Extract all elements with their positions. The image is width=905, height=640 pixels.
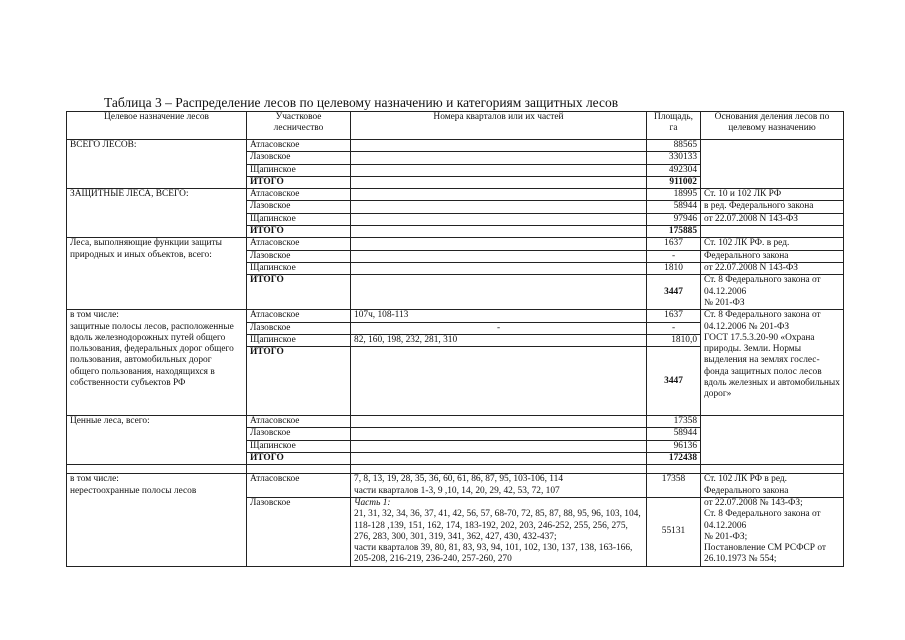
row-label-firebreak: в том числе: нерестоохранные полосы лесов	[67, 474, 247, 566]
header-purpose: Целевое назначение лесов	[67, 112, 247, 140]
quarters-cell	[351, 176, 647, 188]
area-cell: 1637	[647, 310, 701, 322]
forestry-name: Атласовское	[247, 474, 351, 498]
total-label: ИТОГО	[247, 453, 351, 465]
quarters-cell	[351, 497, 647, 566]
quarters-cell	[351, 347, 647, 416]
forestry-name: Атласовское	[247, 310, 351, 322]
forest-distribution-table	[66, 111, 844, 567]
forestry-name: Лазовское	[247, 322, 351, 334]
area-cell: 1810,0	[647, 334, 701, 346]
forestry-name: Щапинское	[247, 262, 351, 274]
area-cell: 17358	[647, 474, 701, 498]
row-label-natural: Леса, выполняющие функции защиты природных и иных объектов, всего:	[67, 238, 247, 310]
basis-cell: от 22.07.2008 № 143-ФЗ; Ст. 8 Федерального закона от 04.12.2006 № 201-ФЗ; Постановление СМ РСФСР от 26.10.1973 № 554;	[701, 497, 844, 566]
area-total: 911002	[647, 176, 701, 188]
area-total: 3447	[647, 347, 701, 416]
basis-cell: от 22.07.2008 N 143-ФЗ	[701, 213, 844, 225]
forestry-name: Атласовское	[247, 189, 351, 201]
area-cell: 88565	[647, 140, 701, 152]
quarters-cell	[351, 440, 647, 452]
quarters-cell	[351, 275, 647, 310]
basis-cell	[701, 226, 844, 238]
basis-cell	[701, 140, 844, 189]
quarters-cell: 107ч, 108-113	[351, 310, 647, 322]
basis-cell: в ред. Федерального закона	[701, 201, 844, 213]
area-cell: -	[647, 322, 701, 334]
total-label: ИТОГО	[247, 176, 351, 188]
header-forestry: Участковое лесничество	[247, 112, 351, 140]
header-quarters: Номера кварталов или их частей	[351, 112, 647, 140]
header-row	[67, 112, 844, 140]
quarters-cell	[351, 428, 647, 440]
area-cell: -	[647, 250, 701, 262]
quarters-list: 21, 31, 32, 34, 36, 37, 41, 42, 56, 57, 68-70, 72, 85, 87, 88, 95, 96, 103, 104, 118-128 ,139, 151, 162, 174, 183-192, 202, 203, 246-252, 255, 256, 275, 276, 283, 300, 301, 319, 341, 362, 427, 430, 432-437; части кварталов 39, 80, 81, 83, 93, 94, 101, 102, 130, 137, 138, 163-166, 205-208, 216-219, 236-240, 257-260, 270	[354, 509, 641, 565]
quarters-cell: 7, 8, 13, 19, 28, 35, 36, 60, 61, 86, 87, 95, 103-106, 114 части кварталов 1-3, 9 ,10, 14, 20, 29, 42, 53, 72, 107	[351, 474, 647, 498]
area-cell: 1810	[647, 262, 701, 274]
row-label-all: ВСЕГО ЛЕСОВ:	[67, 140, 247, 189]
forestry-name: Щапинское	[247, 334, 351, 346]
basis-cell: Ст. 102 ЛК РФ в ред. Федерального закона	[701, 474, 844, 498]
table-row	[67, 416, 844, 428]
total-label: ИТОГО	[247, 347, 351, 416]
forestry-name: Атласовское	[247, 416, 351, 428]
header-area: Площадь, га	[647, 112, 701, 140]
area-cell: 330133	[647, 152, 701, 164]
area-cell: 58944	[647, 201, 701, 213]
quarters-cell	[351, 226, 647, 238]
area-cell: 18995	[647, 189, 701, 201]
quarters-cell	[351, 152, 647, 164]
basis-cell: Ст. 8 Федерального закона от 04.12.2006 № 201-ФЗ ГОСТ 17.5.3.20-90 «Охрана природы. Земли. Нормы выделения на землях гослес-фонда защитных полос лесов вдоль железных и автомобильных дорог»	[701, 310, 844, 416]
forestry-name: Атласовское	[247, 238, 351, 250]
quarters-cell	[351, 453, 647, 465]
forestry-name: Лазовское	[247, 152, 351, 164]
forestry-name: Атласовское	[247, 140, 351, 152]
table-row	[67, 465, 844, 474]
forestry-name: Лазовское	[247, 428, 351, 440]
quarters-cell	[351, 416, 647, 428]
basis-cell: от 22.07.2008 N 143-ФЗ	[701, 262, 844, 274]
quarters-cell	[351, 250, 647, 262]
area-cell: 96136	[647, 440, 701, 452]
row-label-valuable: Ценные леса, всего:	[67, 416, 247, 465]
total-label: ИТОГО	[247, 226, 351, 238]
area-cell: 1637	[647, 238, 701, 250]
quarters-cell	[351, 213, 647, 225]
part-label: Часть 1:	[354, 497, 391, 508]
forestry-name: Лазовское	[247, 201, 351, 213]
forestry-name: Лазовское	[247, 497, 351, 566]
area-cell: 492304	[647, 164, 701, 176]
quarters-cell	[351, 164, 647, 176]
area-total: 172438	[647, 453, 701, 465]
table-title: Таблица 3 – Распределение лесов по целевому назначению и категориям защитных лесов	[104, 95, 619, 110]
forestry-name: Щапинское	[247, 164, 351, 176]
table-row	[67, 140, 844, 152]
table-row	[67, 474, 844, 498]
row-label-strips: в том числе: защитные полосы лесов, расположенные вдоль железнодорожных путей общего пользования, федеральных дорог общего пользования, автомобильных дорог общего пользования, находящихся в собственности субъектов РФ	[67, 310, 247, 416]
basis-cell: Федерального закона	[701, 250, 844, 262]
area-cell: 55131	[647, 497, 701, 566]
basis-cell: Ст. 10 и 102 ЛК РФ	[701, 189, 844, 201]
quarters-cell	[351, 140, 647, 152]
quarters-cell	[351, 201, 647, 213]
quarters-cell	[351, 262, 647, 274]
table-row	[67, 310, 844, 322]
forestry-name: Щапинское	[247, 213, 351, 225]
basis-cell: Ст. 8 Федерального закона от 04.12.2006 № 201-ФЗ	[701, 275, 844, 310]
forestry-name: Лазовское	[247, 250, 351, 262]
header-basis: Основания деления лесов по целевому назначению	[701, 112, 844, 140]
basis-cell	[701, 416, 844, 465]
basis-cell: Ст. 102 ЛК РФ. в ред.	[701, 238, 844, 250]
quarters-cell: 82, 160, 198, 232, 281, 310	[351, 334, 647, 346]
quarters-cell	[351, 238, 647, 250]
table-row	[67, 189, 844, 201]
quarters-cell	[351, 189, 647, 201]
row-label-protective: ЗАЩИТНЫЕ ЛЕСА, ВСЕГО:	[67, 189, 247, 238]
area-cell: 97946	[647, 213, 701, 225]
forestry-name: Щапинское	[247, 440, 351, 452]
area-total: 175885	[647, 226, 701, 238]
quarters-cell: -	[351, 322, 647, 334]
total-label: ИТОГО	[247, 275, 351, 310]
area-cell: 58944	[647, 428, 701, 440]
table-row	[67, 238, 844, 250]
area-cell: 17358	[647, 416, 701, 428]
area-total: 3447	[647, 275, 701, 310]
